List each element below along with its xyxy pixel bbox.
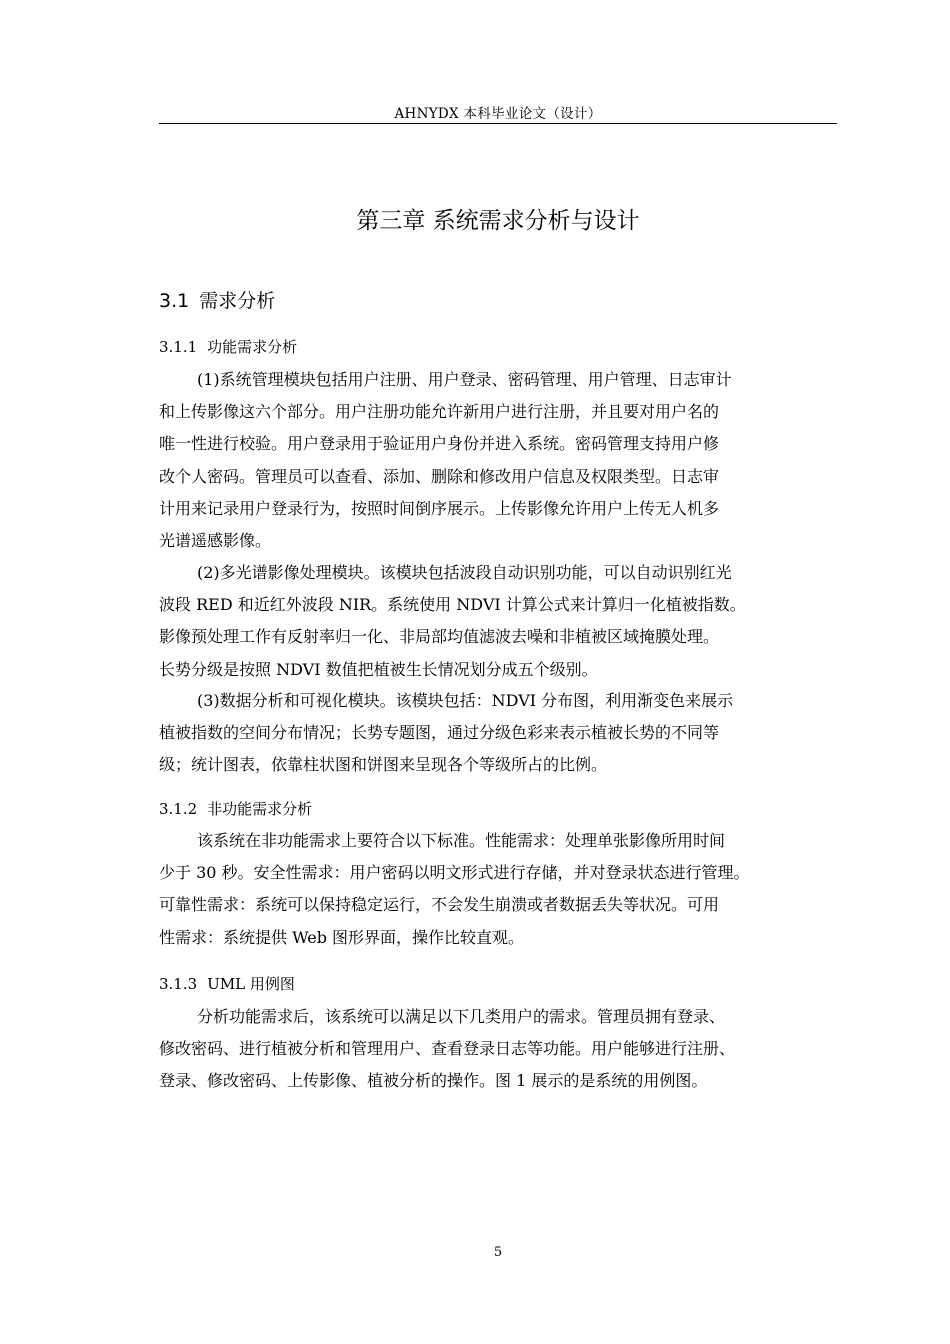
subsection-heading: [159, 797, 312, 821]
subsection-number: 3.1.3: [159, 975, 198, 993]
subsection-heading: [159, 335, 297, 359]
subsection-heading: [159, 972, 295, 996]
paragraph-line: 植被指数的空间分布情况；长势专题图，通过分级色彩来表示植被长势的不同等: [159, 723, 720, 743]
paragraph-line: 登录、修改密码、上传影像、植被分析的操作。图 1 展示的是系统的用例图。: [159, 1071, 708, 1091]
section-heading: [159, 287, 275, 315]
paragraph-line: 分析功能需求后，该系统可以满足以下几类用户的需求。管理员拥有登录、: [197, 1007, 726, 1026]
paragraph: [159, 685, 839, 782]
paragraph-line: 光谱遥感影像。: [159, 531, 272, 551]
paragraph: [159, 364, 839, 557]
subsection-number: 3.1.2: [159, 800, 198, 818]
paragraph: [159, 1001, 839, 1098]
paragraph-line: 影像预处理工作有反射率归一化、非局部均值滤波去噪和非植被区域掩膜处理。: [159, 627, 720, 647]
paragraph-line: 少于 30 秒。安全性需求：用户密码以明文形式进行存储，并对登录状态进行管理。: [159, 863, 750, 883]
paragraph-line: 计用来记录用户登录行为，按照时间倒序展示。上传影像允许用户上传无人机多: [159, 498, 720, 518]
page-number: 5: [493, 1245, 503, 1260]
subsection-number: 3.1.1: [159, 338, 198, 356]
paragraph-line: 修改密码、进行植被分析和管理用户、查看登录日志等功能。用户能够进行注册、: [159, 1039, 736, 1059]
running-header: AHNYDX 本科毕业论文（设计）: [394, 106, 602, 122]
section-title: 需求分析: [199, 290, 276, 312]
paragraph: [159, 557, 839, 686]
paragraph-line: 唯一性进行校验。用户登录用于验证用户身份并进入系统。密码管理支持用户修: [159, 434, 720, 454]
subsection-title: UML 用例图: [207, 975, 295, 993]
paragraph-line: (1)系统管理模块包括用户注册、用户登录、密码管理、用户管理、日志审计: [197, 370, 732, 389]
paragraph-line: 级；统计图表，依靠柱状图和饼图来呈现各个等级所占的比例。: [159, 755, 608, 775]
subsection-title: 功能需求分析: [207, 338, 298, 356]
paragraph-line: 该系统在非功能需求上要符合以下标准。性能需求：处理单张影像所用时间: [197, 831, 726, 850]
paragraph-line: 性需求：系统提供 Web 图形界面，操作比较直观。: [159, 927, 525, 947]
paragraph-line: 长势分级是按照 NDVI 数值把植被生长情况划分成五个级别。: [159, 659, 598, 679]
header-rule: [159, 123, 837, 124]
paragraph-line: 改个人密码。管理员可以查看、添加、删除和修改用户信息及权限类型。日志审: [159, 466, 720, 486]
subsection-title: 非功能需求分析: [207, 800, 313, 818]
paragraph-line: (3)数据分析和可视化模块。该模块包括：NDVI 分布图，利用渐变色来展示: [197, 691, 734, 710]
paragraph-line: (2)多光谱影像处理模块。该模块包括波段自动识别功能，可以自动识别红光: [197, 563, 732, 582]
chapter-title: 第三章 系统需求分析与设计: [356, 208, 640, 234]
paragraph-line: 可靠性需求：系统可以保持稳定运行，不会发生崩溃或者数据丢失等状况。可用: [159, 895, 720, 915]
paragraph-line: 波段 RED 和近红外波段 NIR。系统使用 NDVI 计算公式来计算归一化植被指数。: [159, 595, 746, 615]
paragraph-line: 和上传影像这六个部分。用户注册功能允许新用户进行注册，并且要对用户名的: [159, 402, 720, 422]
paragraph: [159, 825, 839, 954]
section-number: 3.1: [159, 290, 190, 312]
